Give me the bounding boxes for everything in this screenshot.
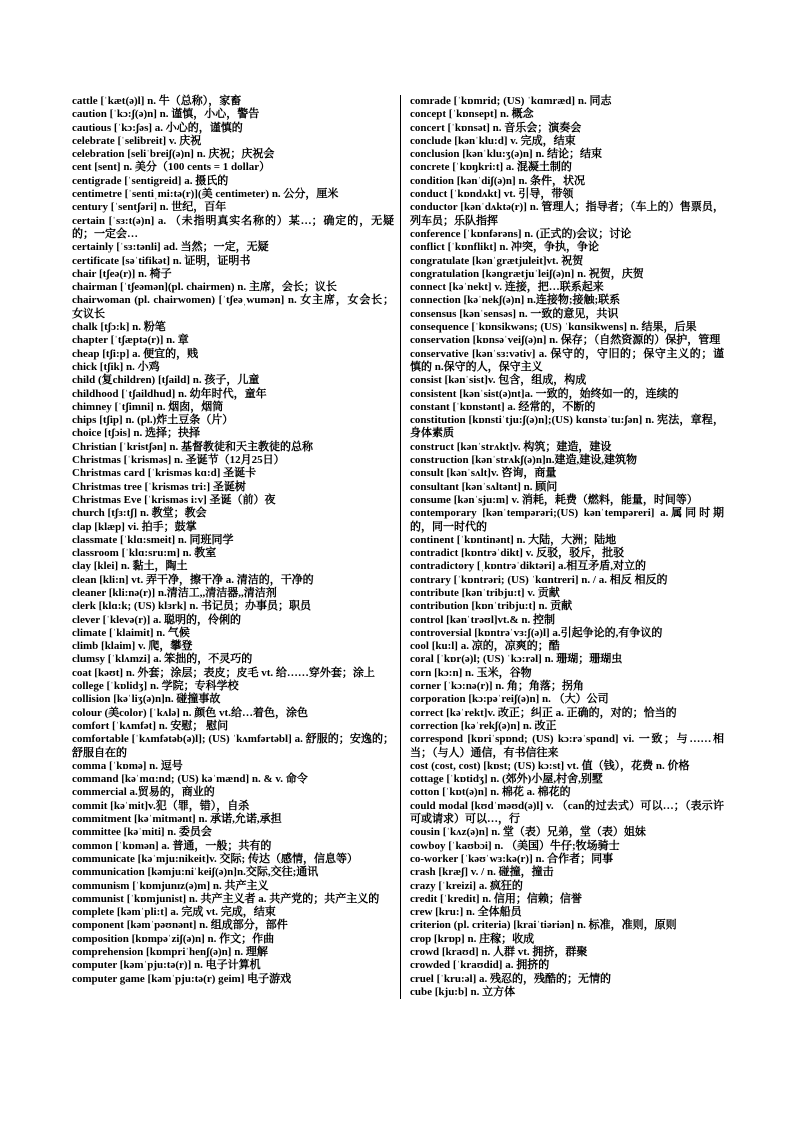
vocab-entry: colour (美color) [ˈkʌlə] n. 颜色 vt.给…着色，涂色: [72, 706, 308, 719]
vocab-entry: composition [kɒmpəˈziʃ(ə)n] n. 作文；作曲: [72, 932, 275, 945]
vocab-entry: century [ˈsentʃəri] n. 世纪，百年: [72, 201, 227, 214]
vocab-entry: conductor [kənˈdʌktə(r)] n. 管理人；指导者；（车上的）售票员，列车员；乐队指挥: [410, 201, 724, 227]
vocab-entry: clean [kli:n] vt. 弄干净，擦干净 a. 清洁的，干净的: [72, 573, 314, 586]
vocab-entry: command [kəˈmɑ:nd; (US) kəˈmænd] n. & v. 命令: [72, 773, 308, 786]
vocab-entry: conduct [ˈkɒndʌkt] vt. 引导，带领: [410, 188, 574, 201]
vocab-entry: complete [kəmˈpli:t] a. 完成 vt. 完成，结束: [72, 906, 276, 919]
vocab-entry: chairwoman (pl. chairwomen) [ˈtʃeəˌwumən] n. 女主席，女会长；女议长: [72, 294, 394, 320]
vocab-entry: classroom [ˈklɑ:sru:m] n. 教室: [72, 547, 217, 560]
vocab-entry: consultant [kənˈsʌltənt] n. 顾问: [410, 480, 558, 493]
vocab-entry: chick [tʃik] n. 小鸡: [72, 360, 160, 373]
vocab-entry: continent [ˈkɒntinənt] n. 大陆，大洲；陆地: [410, 533, 617, 546]
vocabulary-page: [72, 95, 724, 999]
vocab-entry: commit [kəˈmit]v.犯（罪，错），自杀: [72, 799, 250, 812]
vocab-entry: conservation [kɒnsəˈveiʃ(ə)n] n. 保存；（自然资源的）保护，管理: [410, 334, 721, 347]
vocab-entry: cattle [ˈkæt(ə)l] n. 牛（总称），家畜: [72, 95, 242, 107]
vocab-entry: Christmas tree [ˈkrisməs tri:] 圣诞树: [72, 480, 246, 493]
vocab-entry: conclude [kənˈklu:d] v. 完成，结束: [410, 134, 576, 147]
vocab-entry: cousin [ˈkʌz(ə)n] n. 堂（表）兄弟，堂（表）姐妹: [410, 826, 646, 839]
left-column: [72, 95, 400, 999]
vocab-entry: clumsy [ˈklʌmzi] a. 笨拙的，不灵巧的: [72, 653, 253, 666]
vocab-entry: correct [kəˈrekt]v. 改正；纠正 a. 正确的，对的；恰当的: [410, 706, 677, 719]
vocab-entry: committee [kəˈmiti] n. 委员会: [72, 826, 212, 839]
right-column: [400, 95, 724, 999]
vocab-entry: comfortable [ˈkʌmfətəb(ə)l]; (US) ˈkʌmfərtəbl] a. 舒服的；安逸的；舒服自在的: [72, 733, 394, 759]
vocab-entry: cottage [ˈkɒtidʒ] n. (郊外)小屋,村舍,别墅: [410, 773, 603, 786]
vocab-entry: construction [kənˈstrʌkʃ(ə)n]n.建造,建设,建筑物: [410, 454, 637, 467]
vocab-entry: contradict [kɒntrəˈdikt] v. 反驳，驳斥，批驳: [410, 547, 625, 560]
vocab-entry: chalk [tʃɔ:k] n. 粉笔: [72, 321, 166, 334]
vocab-entry: commitment [kəˈmitmənt] n. 承诺,允诺,承担: [72, 813, 282, 826]
vocab-entry: chair [tʃeə(r)] n. 椅子: [72, 267, 172, 280]
vocab-entry: conference [ˈkɒnfərəns] n. (正式的)会议；讨论: [410, 227, 632, 240]
vocab-entry: commercial a.贸易的，商业的: [72, 786, 215, 799]
vocab-entry: centimetre [ˈsentiˌmi:tə(r)](美 centimeter) n. 公分，厘米: [72, 188, 339, 201]
vocab-entry: concrete [ˈkɒŋkri:t] a. 混凝土制的: [410, 161, 572, 174]
vocab-entry: crazy [ˈkreizi] a. 疯狂的: [410, 879, 523, 892]
vocab-entry: corn [kɔ:n] n. 玉米，谷物: [410, 666, 532, 679]
vocab-entry: consume [kənˈsju:m] v. 消耗，耗费（燃料，能量，时间等）: [410, 493, 698, 506]
vocab-entry: consensus [kənˈsensəs] n. 一致的意见，共识: [410, 307, 619, 320]
vocab-entry: Christmas [ˈkrisməs] n. 圣诞节（12月25日）: [72, 454, 285, 467]
vocab-entry: crowd [kraʊd] n. 人群 vt. 拥挤，群聚: [410, 946, 588, 958]
vocab-entry: crash [kræʃ] v. / n. 碰撞，撞击: [410, 866, 554, 879]
vocab-entry: computer game [kəmˈpju:tə(r) geim] 电子游戏: [72, 972, 292, 985]
vocab-entry: contemporary [kənˈtempərəri;(US) kənˈtempəreri] a.属同时期的，同一时代的: [410, 507, 724, 533]
vocab-entry: component [kəmˈpəʊnənt] n. 组成部分，部件: [72, 919, 288, 932]
vocab-entry: concept [ˈkɒnsept] n. 概念: [410, 108, 534, 121]
vocab-entry: chips [tʃip] n. (pl.)炸土豆条（片）: [72, 414, 234, 427]
vocab-entry: connect [kəˈnekt] v. 连接，把…联系起来: [410, 281, 604, 294]
vocab-entry: condition [kənˈdiʃ(ə)n] n. 条件，状况: [410, 174, 586, 187]
vocab-entry: cowboy [ˈkaʊbɔi] n. （美国）牛仔;牧场骑士: [410, 839, 620, 852]
vocab-entry: correction [kəˈrekʃ(ə)n] n. 改正: [410, 719, 557, 732]
vocab-entry: chimney [ˈtʃimni] n. 烟囱，烟筒: [72, 400, 224, 413]
vocab-entry: climate [ˈklaimit] n. 气候: [72, 626, 190, 639]
vocab-entry: collision [kəˈliʒ(ə)n]n. 碰撞事故: [72, 693, 221, 706]
vocab-entry: communist [ˈkɒmjunist] n. 共产主义者 a. 共产党的；共产主义的: [72, 892, 380, 905]
vocab-entry: chairman [ˈtʃeəmən](pl. chairmen) n. 主席，会长；议长: [72, 281, 337, 294]
vocab-entry: Christmas card [ˈkrisməs kɑ:d] 圣诞卡: [72, 467, 257, 480]
vocab-entry: communism [ˈkɒmjunɪz(ə)m] n. 共产主义: [72, 879, 269, 892]
vocab-entry: co-worker [ˈkəʊˈwɜ:kə(r)] n. 合作者；同事: [410, 852, 614, 865]
vocab-entry: corner [ˈkɔ:nə(r)] n. 角；角落；拐角: [410, 680, 584, 693]
vocab-entry: common [ˈkɒmən] a. 普通，一般；共有的: [72, 839, 272, 852]
vocab-entry: chapter [ˈtʃæptə(r)] n. 章: [72, 334, 189, 347]
vocab-entry: cost (cost, cost) [kɒst; (US) kɔ:st] vt. 值（钱），花费 n. 价格: [410, 759, 690, 772]
vocab-entry: contradictory [ˌkɒntrəˈdiktəri] a.相互矛盾,对立的: [410, 560, 647, 573]
vocab-entry: communicate [kəˈmju:nikeit]v. 交际; 传达（感情，信息等）: [72, 852, 358, 865]
vocab-entry: child (复children) [tʃaild] n. 孩子，儿童: [72, 374, 260, 387]
vocab-entry: controversial [kɒntrəˈvɜ:ʃ(ə)l] a.引起争论的,有争议的: [410, 626, 663, 639]
vocab-entry: cruel [ˈkru:əl] a. 残忍的，残酷的；无情的: [410, 972, 612, 985]
vocab-entry: coral [ˈkɒr(ə)l; (US) ˈkɔ:rəl] n. 珊瑚；珊瑚虫: [410, 653, 623, 666]
vocab-entry: cube [kju:b] n. 立方体: [410, 985, 516, 998]
vocab-entry: cheap [tʃi:p] a. 便宜的，贱: [72, 347, 199, 360]
vocab-entry: comrade [ˈkɒmrid; (US) ˈkɑmræd] n. 同志: [410, 95, 612, 107]
vocab-entry: connection [kəˈnekʃ(ə)n] n.连接物;接触;联系: [410, 294, 621, 307]
vocab-entry: cotton [ˈkɒt(ə)n] n. 棉花 a. 棉花的: [410, 786, 571, 799]
vocab-entry: choice [tʃɔis] n. 选择；抉择: [72, 427, 200, 440]
vocab-entry: consequence [ˈkɒnsikwəns; (US) ˈkɑnsikwens] n. 结果，后果: [410, 321, 697, 334]
vocab-entry: church [tʃɜ:tʃ] n. 教堂；教会: [72, 507, 207, 520]
vocab-entry: criterion (pl. criteria) [kraiˈtiəriən] n. 标准，准则，原则: [410, 919, 677, 932]
vocab-entry: contribute [kənˈtribju:t] v. 贡献: [410, 586, 560, 599]
vocab-entry: certainly [ˈsɜ:tənli] ad. 当然；一定，无疑: [72, 241, 269, 254]
vocab-entry: celebration [seliˈbreiʃ(ə)n] n. 庆祝；庆祝会: [72, 148, 275, 161]
vocab-entry: consist [kənˈsist]v. 包含，组成，构成: [410, 374, 587, 387]
vocab-entry: communication [kəmju:niˈkeiʃ(ə)n]n.交际,交往;通讯: [72, 866, 319, 879]
vocab-entry: college [ˈkɒlidʒ] n. 学院；专科学校: [72, 680, 239, 693]
vocab-entry: congratulate [kənˈgrætjuleit]vt. 祝贺: [410, 254, 584, 267]
vocab-entry: computer [kəmˈpju:tə(r)] n. 电子计算机: [72, 959, 261, 972]
vocab-entry: celebrate [ˈselibreit] v. 庆祝: [72, 134, 202, 147]
vocab-entry: Christian [ˈkristʃən] n. 基督教徒和天主教徒的总称: [72, 440, 314, 453]
vocab-entry: consult [kənˈsʌlt]v. 咨询，商量: [410, 467, 557, 480]
vocab-entry: centigrade [ˈsentigreid] a. 摄氏的: [72, 174, 229, 187]
vocab-entry: classmate [ˈklɑ:smeit] n. 同班同学: [72, 533, 234, 546]
vocab-entry: consistent [kənˈsist(ə)nt]a. 一致的，始终如一的，连续的: [410, 387, 679, 400]
vocab-entry: cent [sent] n. 美分（100 cents = 1 dollar）: [72, 161, 271, 174]
vocab-entry: contribution [kɒnˈtribju:t] n. 贡献: [410, 600, 573, 613]
vocab-entry: comfort [ˈkʌmfət] n. 安慰； 慰问: [72, 719, 229, 732]
vocab-entry: contrary [ˈkɒntrəri; (US) ˈkɑntreri] n. / a. 相反 相反的: [410, 573, 668, 586]
vocab-entry: conclusion [kənˈklu:ʒ(ə)n] n. 结论；结束: [410, 148, 603, 161]
vocab-entry: constitution [kɒnstiˈtju:ʃ(ə)n];(US) kɑnstəˈtu:ʃən] n. 宪法，章程，身体素质: [410, 414, 724, 440]
vocab-entry: could modal [kʊdˈməʊd(ə)l] v. （can的过去式）可以…；（表示许可或请求）可以…，行: [410, 799, 724, 826]
vocab-entry: construct [kənˈstrʌkt]v. 构筑；建造，建设: [410, 440, 612, 453]
vocab-entry: constant [ˈkɒnstənt] a. 经常的，不断的: [410, 400, 596, 413]
vocab-entry: cleaner [kli:nə(r)] n.清洁工,,清洁器,,清洁剂: [72, 586, 277, 599]
vocab-entry: control [kənˈtrəʊl]vt.& n. 控制: [410, 613, 555, 626]
vocab-entry: crew [kru:] n. 全体船员: [410, 906, 522, 919]
vocab-entry: crowded [ˈkraʊdid] a. 拥挤的: [410, 959, 550, 972]
vocab-entry: certain [ˈsɜ:t(ə)n] a. （未指明真实名称的）某…；确定的，无疑的；一定会…: [72, 214, 394, 240]
vocab-entry: clever [ˈklevə(r)] a. 聪明的，伶俐的: [72, 613, 242, 626]
vocab-entry: cautious [ˈkɔ:ʃəs] a. 小心的，谨慎的: [72, 121, 243, 134]
vocab-entry: corporation [kɔ:pəˈreiʃ(ə)n] n. （大）公司: [410, 693, 609, 706]
vocab-entry: caution [ˈkɔ:ʃ(ə)n] n. 谨慎，小心，警告: [72, 108, 260, 121]
vocab-entry: credit [ˈkredit] n. 信用；信赖；信誉: [410, 892, 582, 905]
vocab-entry: comprehension [kɒmpriˈhenʃ(ə)n] n. 理解: [72, 946, 268, 958]
vocab-entry: climb [klaim] v. 爬，攀登: [72, 640, 193, 653]
vocab-entry: childhood [ˈtʃaildhud] n. 幼年时代，童年: [72, 387, 267, 400]
vocab-entry: conservative [kənˈsɜ:vətiv] a. 保守的，守旧的；保守主义的；谨慎的 n.保守的人，保守主义: [410, 347, 724, 373]
vocab-entry: crop [krɒp] n. 庄稼；收成: [410, 932, 535, 945]
vocab-entry: conflict [ˈkɒnflikt] n. 冲突，争执，争论: [410, 241, 600, 254]
vocab-entry: correspond [kɒriˈspɒnd; (US) kɔ:rəˈspɑnd] vi. 一致；与……相当；（与人）通信，有书信往来: [410, 733, 724, 759]
vocab-entry: clay [klei] n. 黏土，陶土: [72, 560, 188, 573]
vocab-entry: clap [klæp] vi. 拍手；鼓掌: [72, 520, 197, 533]
vocab-entry: clerk [klɑ:k; (US) klɜrk] n. 书记员；办事员；职员: [72, 600, 311, 613]
vocab-entry: congratulation [kəngrætjuˈleiʃ(ə)n] n. 祝贺，庆贺: [410, 267, 644, 280]
vocab-entry: certificate [səˈtifikət] n. 证明，证明书: [72, 254, 251, 267]
vocab-entry: concert [ˈkɒnsət] n. 音乐会；演奏会: [410, 121, 582, 134]
vocab-entry: Christmas Eve [ˈkrisməs i:v] 圣诞（前）夜: [72, 493, 276, 506]
vocab-entry: coat [kəʊt] n. 外套；涂层；表皮；皮毛 vt. 给……穿外套；涂上: [72, 666, 375, 679]
vocab-entry: comma [ˈkɒmə] n. 逗号: [72, 759, 183, 772]
vocab-entry: cool [ku:l] a. 凉的，凉爽的；酷: [410, 640, 560, 653]
